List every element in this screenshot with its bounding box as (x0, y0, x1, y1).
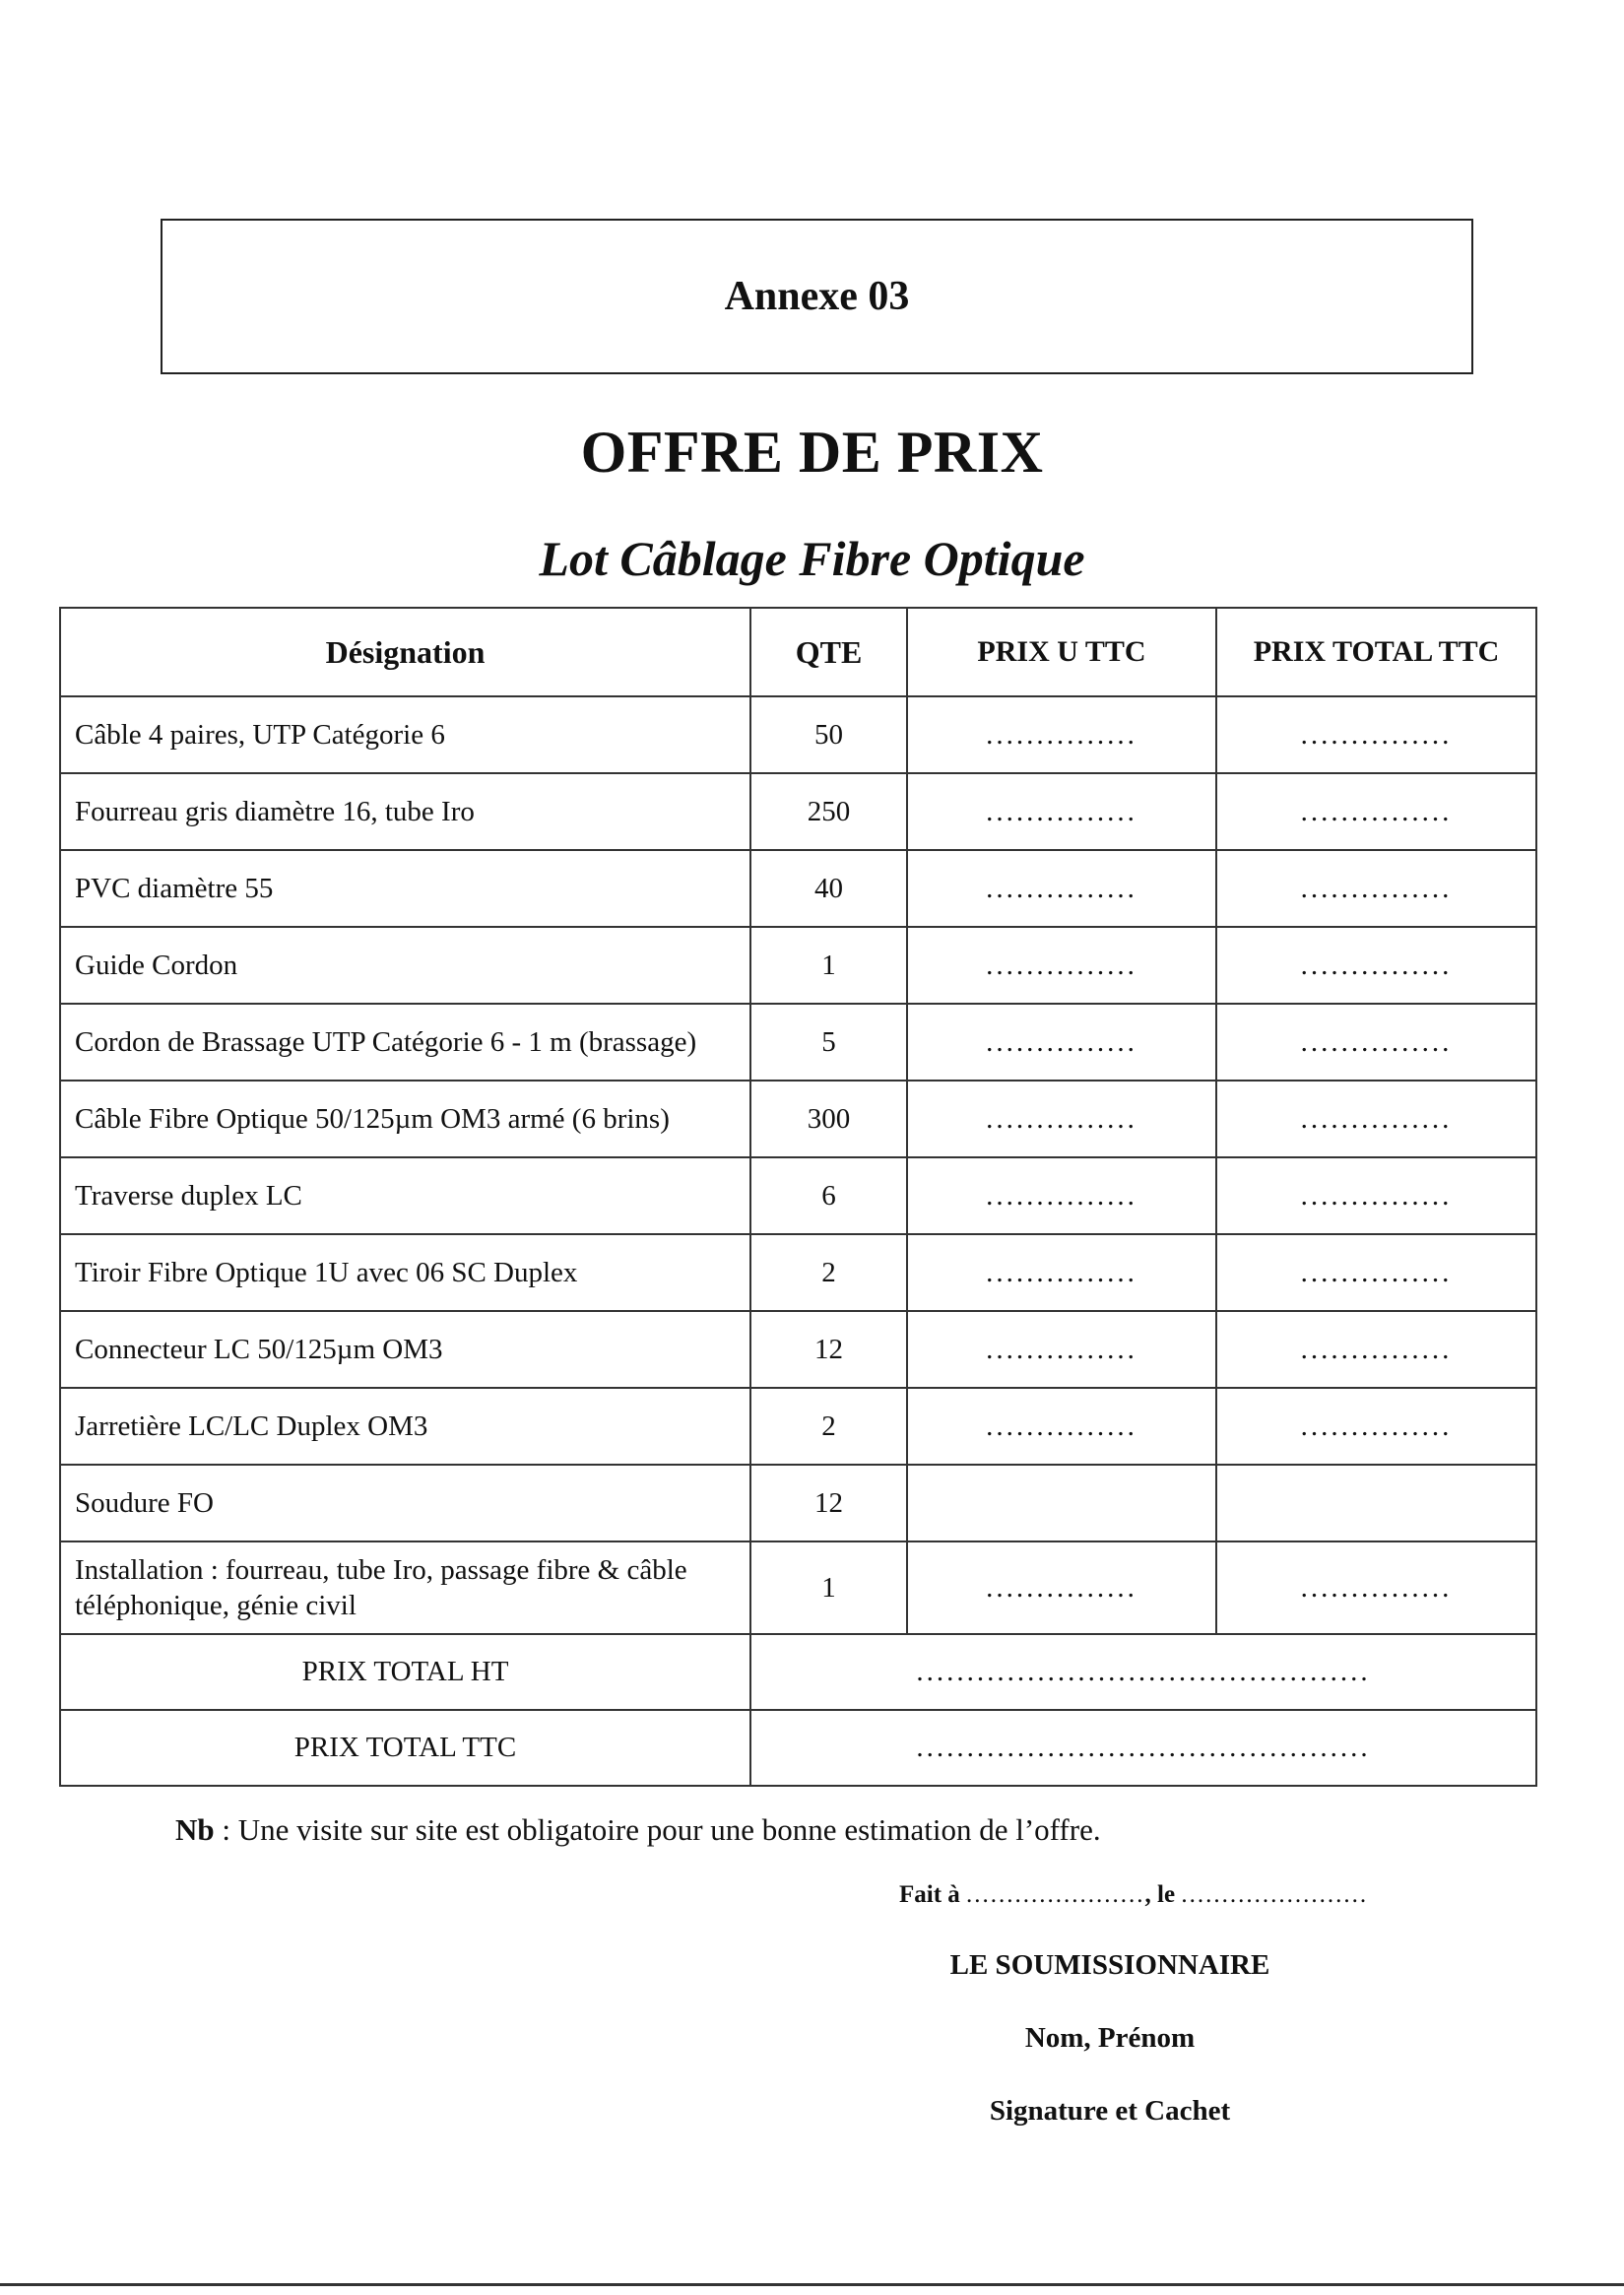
cell-designation: Câble Fibre Optique 50/125µm OM3 armé (6 brins) (60, 1081, 750, 1157)
note-text: : Une visite sur site est obligatoire pour une bonne estimation de l’offre. (214, 1812, 1101, 1847)
cell-qty: 12 (750, 1311, 907, 1388)
header-designation: Désignation (60, 608, 750, 696)
table-row (60, 927, 1536, 1004)
cell-designation: Connecteur LC 50/125µm OM3 (60, 1311, 750, 1388)
cell-designation: Traverse duplex LC (60, 1157, 750, 1234)
table-header-row (60, 608, 1536, 696)
cell-unit-price[interactable]: ............... (907, 1541, 1216, 1634)
cell-unit-price[interactable]: ............... (907, 773, 1216, 850)
cell-qty: 2 (750, 1234, 907, 1311)
cell-qty: 40 (750, 850, 907, 927)
cell-unit-price[interactable]: ............... (907, 1311, 1216, 1388)
cell-designation: Jarretière LC/LC Duplex OM3 (60, 1388, 750, 1465)
cell-unit-price[interactable]: ............... (907, 850, 1216, 927)
cell-designation: Guide Cordon (60, 927, 750, 1004)
cell-unit-price[interactable]: ............... (907, 1157, 1216, 1234)
cell-total-price[interactable]: ............... (1216, 1388, 1536, 1465)
place-date-line (899, 1881, 1368, 1909)
total-ht-value[interactable]: ............................................. (750, 1634, 1536, 1710)
cell-unit-price[interactable]: ............... (907, 1081, 1216, 1157)
table-row (60, 1388, 1536, 1465)
cell-qty: 50 (750, 696, 907, 773)
cell-qty: 250 (750, 773, 907, 850)
cell-unit-price[interactable]: ............... (907, 927, 1216, 1004)
cell-designation: Soudure FO (60, 1465, 750, 1541)
table-row (60, 1541, 1536, 1634)
table-row (60, 696, 1536, 773)
cell-total-price[interactable]: ............... (1216, 1541, 1536, 1634)
page-bottom-edge (0, 2283, 1624, 2286)
cell-qty: 1 (750, 927, 907, 1004)
total-row-ht (60, 1634, 1536, 1710)
cell-qty: 12 (750, 1465, 907, 1541)
le-label: , le (1144, 1881, 1176, 1908)
cell-designation: Câble 4 paires, UTP Catégorie 6 (60, 696, 750, 773)
header-unit-price: PRIX U TTC (907, 608, 1216, 696)
price-table (59, 607, 1537, 1787)
table-row (60, 1157, 1536, 1234)
cell-total-price[interactable]: ............... (1216, 1081, 1536, 1157)
table-row (60, 1004, 1536, 1081)
cell-qty: 6 (750, 1157, 907, 1234)
annex-box (161, 219, 1473, 374)
cell-qty: 1 (750, 1541, 907, 1634)
cell-total-price[interactable]: ............... (1216, 850, 1536, 927)
cell-designation: Tiroir Fibre Optique 1U avec 06 SC Duplex (60, 1234, 750, 1311)
annex-label: Annexe 03 (724, 274, 910, 319)
total-ttc-value[interactable]: ............................................. (750, 1710, 1536, 1786)
note (175, 1812, 1101, 1848)
cell-qty: 300 (750, 1081, 907, 1157)
cell-total-price[interactable]: ............... (1216, 1311, 1536, 1388)
table-row (60, 1311, 1536, 1388)
cell-unit-price[interactable]: ............... (907, 1388, 1216, 1465)
cell-total-price[interactable]: ............... (1216, 1234, 1536, 1311)
table-row (60, 1081, 1536, 1157)
cell-unit-price[interactable]: ............... (907, 1234, 1216, 1311)
cell-designation: Cordon de Brassage UTP Catégorie 6 - 1 m (brassage) (60, 1004, 750, 1081)
cell-qty: 2 (750, 1388, 907, 1465)
table-row (60, 850, 1536, 927)
cell-unit-price[interactable]: ............... (907, 1004, 1216, 1081)
cell-unit-price[interactable]: ............... (907, 696, 1216, 773)
cell-total-price[interactable] (1216, 1465, 1536, 1541)
signature-cachet-label: Signature et Cachet (989, 2095, 1231, 2127)
cell-total-price[interactable]: ............... (1216, 1157, 1536, 1234)
page-subtitle: Lot Câblage Fibre Optique (539, 531, 1085, 586)
nom-prenom-label: Nom, Prénom (1024, 2022, 1196, 2054)
total-ht-label: PRIX TOTAL HT (60, 1634, 750, 1710)
date-field[interactable]: ....................... (1181, 1881, 1369, 1908)
fait-label: Fait à (899, 1881, 960, 1908)
place-field[interactable]: ...................... (966, 1881, 1145, 1908)
header-total-price: PRIX TOTAL TTC (1216, 608, 1536, 696)
cell-total-price[interactable]: ............... (1216, 1004, 1536, 1081)
cell-designation: PVC diamètre 55 (60, 850, 750, 927)
cell-designation: Installation : fourreau, tube Iro, passage fibre & câble téléphonique, génie civil (60, 1541, 750, 1634)
soumissionnaire-label: LE SOUMISSIONNAIRE (949, 1949, 1270, 1981)
cell-total-price[interactable]: ............... (1216, 773, 1536, 850)
total-row-ttc (60, 1710, 1536, 1786)
cell-total-price[interactable]: ............... (1216, 696, 1536, 773)
table-row (60, 1465, 1536, 1541)
cell-designation: Fourreau gris diamètre 16, tube Iro (60, 773, 750, 850)
page-title: OFFRE DE PRIX (580, 420, 1044, 485)
cell-unit-price[interactable] (907, 1465, 1216, 1541)
total-ttc-label: PRIX TOTAL TTC (60, 1710, 750, 1786)
cell-qty: 5 (750, 1004, 907, 1081)
header-qty: QTE (750, 608, 907, 696)
cell-total-price[interactable]: ............... (1216, 927, 1536, 1004)
note-prefix: Nb (175, 1812, 215, 1847)
table-row (60, 1234, 1536, 1311)
table-row (60, 773, 1536, 850)
